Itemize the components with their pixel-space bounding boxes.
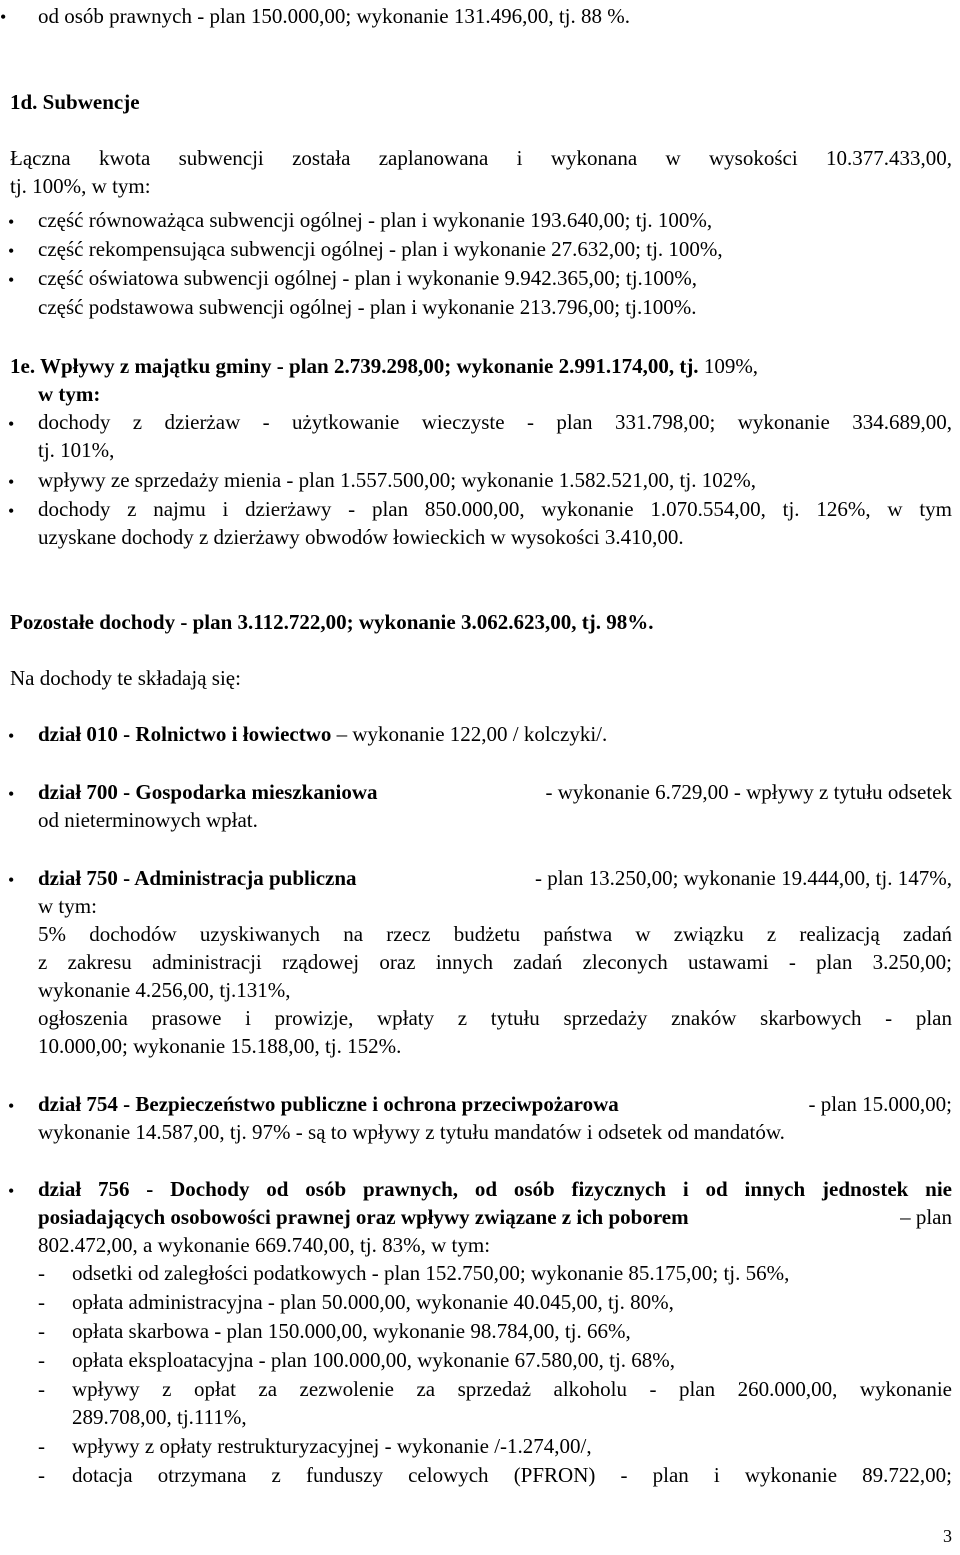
subwencje-item: część oświatowa subwencji ogólnej - plan i wykonanie 9.942.365,00; tj.100%, bbox=[38, 266, 698, 290]
section-heading-subwencje: 1d. Subwencje bbox=[10, 90, 140, 114]
dash-marker: - bbox=[38, 1319, 45, 1343]
subwencje-summary-cont: tj. 100%, w tym: bbox=[10, 174, 151, 198]
dzial-756-item: opłata administracyjna - plan 50.000,00, wykonanie 40.045,00, tj. 80%, bbox=[72, 1290, 674, 1314]
dzial-750-text: - plan 13.250,00; wykonanie 19.444,00, tj. 147%, bbox=[534, 866, 952, 890]
dzial-756-item-cont: 289.708,00, tj.111%, bbox=[72, 1405, 247, 1429]
intro-line: od osób prawnych - plan 150.000,00; wykonanie 131.496,00, tj. 88 %. bbox=[38, 4, 631, 28]
bullet-marker: • bbox=[8, 1181, 15, 1201]
dzial-750-line: wykonanie 4.256,00, tj.131%, bbox=[38, 978, 291, 1002]
dzial-750-line: z zakresu administracji rządowej oraz innych zadań zleconych ustawami - plan 3.250,00; bbox=[38, 950, 952, 974]
dzial-750-line: w tym: bbox=[38, 894, 97, 918]
dzial-750 bbox=[38, 864, 952, 892]
dzial-700-text: - wykonanie 6.729,00 - wpływy z tytułu odsetek bbox=[545, 780, 952, 804]
dzial-750-line: 5% dochodów uzyskiwanych na rzecz budżetu państwa w związku z realizacją zadań bbox=[38, 922, 952, 946]
dash-marker: - bbox=[38, 1348, 45, 1372]
dzial-750-line: 10.000,00; wykonanie 15.188,00, tj. 152%. bbox=[38, 1034, 402, 1058]
section-heading-pozostale: Pozostałe dochody - plan 3.112.722,00; wykonanie 3.062.623,00, tj. 98%. bbox=[10, 610, 654, 634]
bullet-marker: • bbox=[8, 726, 15, 746]
bullet-marker: • bbox=[8, 1096, 15, 1116]
dzial-754-title: dział 754 - Bezpieczeństwo publiczne i ochrona przeciwpożarowa bbox=[38, 1092, 619, 1116]
dzial-756-title: dział 756 - Dochody od osób prawnych, od osób fizycznych i od innych jednostek nie bbox=[38, 1177, 952, 1201]
dzial-754-cont: wykonanie 14.587,00, tj. 97% - są to wpływy z tytułu mandatów i odsetek od mandatów. bbox=[38, 1120, 785, 1144]
dzial-750-title: dział 750 - Administracja publiczna bbox=[38, 866, 357, 890]
dzial-700 bbox=[38, 778, 952, 806]
majatek-w-tym: w tym: bbox=[38, 382, 101, 406]
dzial-756-title-cont bbox=[38, 1203, 952, 1231]
majatek-heading-rest: 109%, bbox=[703, 354, 759, 378]
dzial-700-cont: od nieterminowych wpłat. bbox=[38, 808, 258, 832]
page-number: 3 bbox=[943, 1526, 952, 1546]
bullet-marker: • bbox=[8, 472, 15, 492]
bullet-marker: • bbox=[8, 784, 15, 804]
bullet-marker: • bbox=[8, 414, 15, 434]
bullet-marker: • bbox=[0, 7, 7, 27]
majatek-item-cont: uzyskane dochody z dzierżawy obwodów łowieckich w wysokości 3.410,00. bbox=[38, 525, 684, 549]
dzial-756-title-bold: posiadających osobowości prawnej oraz wpływy związane z ich poborem bbox=[38, 1205, 689, 1229]
dzial-756-item: wpływy z opłat za zezwolenie za sprzedaż alkoholu - plan 260.000,00, wykonanie bbox=[72, 1377, 952, 1401]
majatek-item: dochody z dzierżaw - użytkowanie wieczyste - plan 331.798,00; wykonanie 334.689,00, bbox=[38, 410, 952, 434]
dash-marker: - bbox=[38, 1377, 45, 1401]
pozostale-intro: Na dochody te składają się: bbox=[10, 666, 241, 690]
section-heading-majatek bbox=[10, 352, 758, 380]
dzial-754-text: - plan 15.000,00; bbox=[808, 1092, 952, 1116]
majatek-item-cont: tj. 101%, bbox=[38, 438, 115, 462]
dzial-700-title: dział 700 - Gospodarka mieszkaniowa bbox=[38, 780, 378, 804]
bullet-marker: • bbox=[8, 270, 15, 290]
bullet-marker: • bbox=[8, 870, 15, 890]
dzial-756-item: wpływy z opłaty restrukturyzacyjnej - wykonanie /-1.274,00/, bbox=[72, 1434, 592, 1458]
subwencje-summary: Łączna kwota subwencji została zaplanowana i wykonana w wysokości 10.377.433,00, bbox=[10, 146, 952, 170]
bullet-marker: • bbox=[8, 501, 15, 521]
dash-marker: - bbox=[38, 1290, 45, 1314]
dzial-010-text: – wykonanie 122,00 / kolczyki/. bbox=[331, 722, 608, 746]
dzial-756-summary: 802.472,00, a wykonanie 669.740,00, tj. 83%, w tym: bbox=[38, 1233, 491, 1257]
dzial-010 bbox=[38, 720, 607, 748]
dzial-750-line: ogłoszenia prasowe i prowizje, wpłaty z tytułu sprzedaży znaków skarbowych - plan bbox=[38, 1006, 952, 1030]
dash-marker: - bbox=[38, 1434, 45, 1458]
majatek-item: wpływy ze sprzedaży mienia - plan 1.557.500,00; wykonanie 1.582.521,00, tj. 102%, bbox=[38, 468, 756, 492]
dzial-756-plan: – plan bbox=[900, 1205, 952, 1229]
dzial-010-title: dział 010 - Rolnictwo i łowiectwo bbox=[38, 722, 332, 746]
majatek-item: dochody z najmu i dzierżawy - plan 850.000,00, wykonanie 1.070.554,00, tj. 126%, w tym bbox=[38, 497, 952, 521]
subwencje-item: część podstawowa subwencji ogólnej - plan i wykonanie 213.796,00; tj.100%. bbox=[38, 295, 697, 319]
bullet-marker: • bbox=[8, 241, 15, 261]
dzial-756-item: opłata skarbowa - plan 150.000,00, wykonanie 98.784,00, tj. 66%, bbox=[72, 1319, 631, 1343]
subwencje-item: część rekompensująca subwencji ogólnej - plan i wykonanie 27.632,00; tj. 100%, bbox=[38, 237, 723, 261]
subwencje-item: część równoważąca subwencji ogólnej - plan i wykonanie 193.640,00; tj. 100%, bbox=[38, 208, 713, 232]
dzial-754 bbox=[38, 1090, 952, 1118]
dzial-756-item: dotacja otrzymana z funduszy celowych (PFRON) - plan i wykonanie 89.722,00; bbox=[72, 1463, 952, 1487]
dash-marker: - bbox=[38, 1463, 45, 1487]
majatek-heading-bold: 1e. Wpływy z majątku gminy - plan 2.739.298,00; wykonanie 2.991.174,00, tj. bbox=[10, 354, 699, 378]
bullet-marker: • bbox=[8, 212, 15, 232]
dash-marker: - bbox=[38, 1261, 45, 1285]
dzial-756-item: opłata eksploatacyjna - plan 100.000,00, wykonanie 67.580,00, tj. 68%, bbox=[72, 1348, 676, 1372]
dzial-756-item: odsetki od zaległości podatkowych - plan 152.750,00; wykonanie 85.175,00; tj. 56%, bbox=[72, 1261, 790, 1285]
